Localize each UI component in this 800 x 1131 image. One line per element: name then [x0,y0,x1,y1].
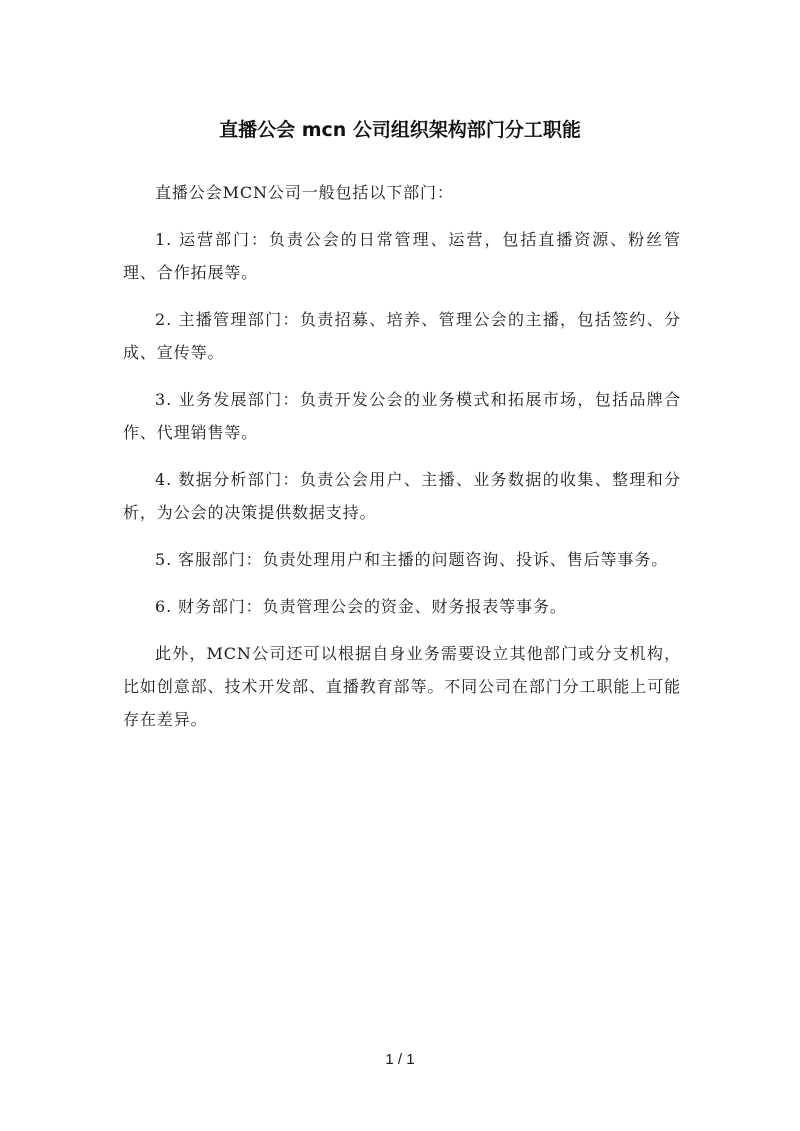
paragraph-data-analysis-dept: 4. 数据分析部门：负责公会用户、主播、业务数据的收集、整理和分析，为公会的决策提供数据支持。 [123,470,681,522]
page-number: 1 / 1 [385,1051,415,1068]
paragraph-business-development-dept: 3. 业务发展部门：负责开发公会的业务模式和拓展市场，包括品牌合作、代理销售等。 [123,390,681,442]
paragraph-customer-service-dept: 5. 客服部门：负责处理用户和主播的问题咨询、投诉、售后等事务。 [155,550,669,569]
paragraph-operations-dept: 1. 运营部门：负责公会的日常管理、运营，包括直播资源、粉丝管理、合作拓展等。 [123,230,681,282]
paragraph-intro: 直播公会MCN公司一般包括以下部门： [155,183,454,202]
paragraph-finance-dept: 6. 财务部门：负责管理公会的资金、财务报表等事务。 [155,597,567,616]
paragraph-conclusion: 此外，MCN公司还可以根据自身业务需要设立其他部门或分支机构，比如创意部、技术开发部、直播教育部等。不同公司在部门分工职能上可能存在差异。 [123,644,681,729]
document-body [123,176,681,750]
paragraph-streamer-management-dept: 2. 主播管理部门：负责招募、培养、管理公会的主播，包括签约、分成、宣传等。 [123,310,681,362]
document-title: 直播公会 mcn 公司组织架构部门分工职能 [219,119,581,141]
